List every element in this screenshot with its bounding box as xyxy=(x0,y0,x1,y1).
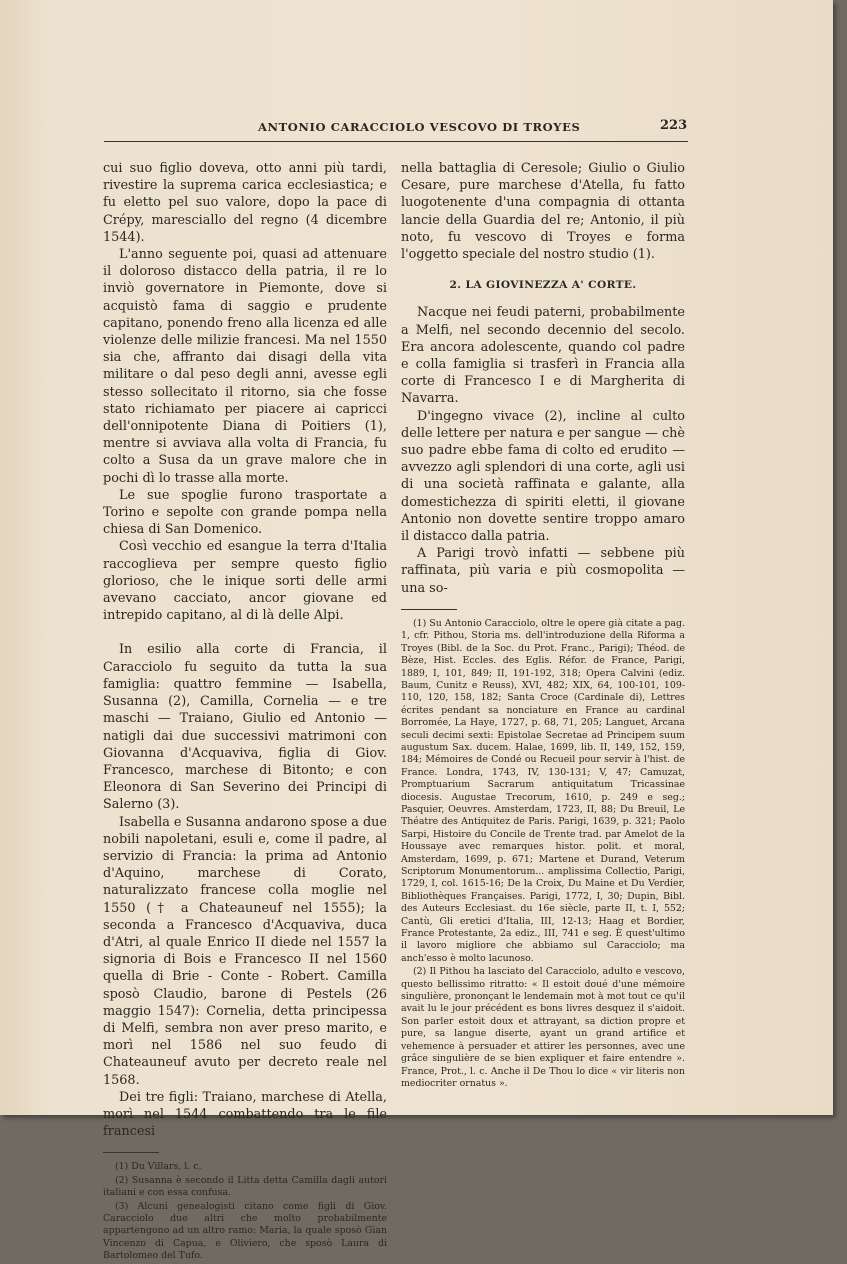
left-column xyxy=(103,160,387,1264)
body-paragraph: nella battaglia di Ceresole; Giulio o Giulio Cesare, pure marchese d'Atella, fu fatto luogotenente d'una compagnia di ottanta lancie della Guardia del re; Antonio, il più noto, fu vescovo di Troyes e forma l'oggetto speciale del nostro studio (1). xyxy=(401,161,685,263)
footnote: (2) Il Pithou ha lasciato del Caracciolo, adulto e vescovo, questo bellissimo ritratto: « Il estoit doué d'une mémoire singulière, prononçant le lendemain mot à mot tout ce qu'il avait lu le jour précédent es bons livres desquez il s'aidoit. Son parler estoit doux et attrayant, sa diction propre et pure, sa langue diserte, ayant un grand artifice et vehemence à persuader et attirer les personnes, avec une grâce singulière de se bien expliquer et faire entendre ». France, Prot., l. c. Anche il De Thou lo dice « vir literis non mediocriter ornatus ». xyxy=(401,966,685,1089)
footnote: (3) Alcuni genealogisti citano come figli di Giov. Caracciolo due altri che molto probabilmente appartengono ad un altro ramo: Maria, la quale sposò Gian Vincenzo di Capua, e Oliviero, che sposò Laura di Bartolomeo del Tufo. xyxy=(103,1200,387,1262)
right-column xyxy=(401,160,685,1091)
header-rule xyxy=(104,141,688,142)
body-paragraph: L'anno seguente poi, quasi ad attenuare il doloroso distacco della patria, il re lo inviò governatore in Piemonte, dove si acquistò fama di saggio e prudente capitano, ponendo freno alla licenza ed alle violenze delle milizie francesi. Ma nel 1550 sia che, affranto dai disagi della vita militare o dal peso degli anni, avesse egli stesso sollecitato il ritorno, sia che fosse stato richiamato per piacere ai capricci dell'onnipotente Diana di Poitiers (1), mentre si avviava alla volta di Francia, fu colto a Susa da un grave malore che in pochi dì lo trasse alla morte. xyxy=(103,247,387,486)
footnote: (1) Su Antonio Caracciolo, oltre le opere già citate a pag. 1, cfr. Pithou, Storia ms. dell'introduzione della Riforma a Troyes (Bibl. de la Soc. du Prot. Franc., Parigi); Théod. de Bèze, Hist. Eccles. des Eglis. Réfor. de France, Parigi, 1889, I, 101, 849; II, 191-192, 318; Opera Calvini (ediz. Baum, Cunitz e Reuss), XVI, 482; XIX, 64, 100-101, 109-110, 120, 158, 182; Santa Croce (Cardinale di), Lettres écrites pendant sa nonciature en France au cardinal Borromée, La Haye, 1727, p. 68, 71, 205; Languet, Arcana seculi decimi sexti: Epistolae Secretae ad Principem suum augustum Sax. ducem. Halae, 1699, lib. II, 149, 152, 159, 184; Mémoires de Condé ou Recueil pour servir à l'hist. de France. Londra, 1743, IV, 130-131; V, 47; Camuzat, Promptuarium Sacrarum antiquitatum Tricassinae diocesis. Augustae Trecorum, 1610, p. 249 e seg.; Pasquier, Oeuvres. Amsterdam, 1723, II, 88; Du Breuil, Le Théatre des Antiquitez de Paris. Parigi, 1639, p. 321; Paolo Sarpi, Histoire du Concile de Trente trad. par Amelot de la Houssaye avec remarques histor. polit. et moral, Amsterdam, 1699, p. 671; Martene et Durand, Veterum Scriptorum Monumentorum... amplissima Collectio, Parigi, 1729, I, col. 1615-16; De la Croix, Du Maine et Du Verdier, Bibliothèques Françaises. Parigi, 1772, I, 30; Dupin, Bibl. des Auteurs Ecclesiast. du 16e siècle, parte II, t. I, 552; Cantù, Gli eretici d'Italia, III, 12-13; Haag et Bordier, France Protestante, 2a ediz., III, 741 e seg. È quest'ultimo il lavoro migliore che abbiamo sul Caracciolo; ma anch'esso è molto lacunoso. xyxy=(401,617,685,964)
body-paragraph: In esilio alla corte di Francia, il Caracciolo fu seguito da tutta la sua famiglia: quattro femmine — Isabella, Susanna (2), Camilla, Cornelia — e tre maschi — Traiano, Giulio ed Antonio — natigli dai due successivi matrimoni con Giovanna d'Acquaviva, figlia di Giov. Francesco, marchese di Bitonto; e con Eleonora di San Severino dei Principi di Salerno (3). xyxy=(103,642,387,813)
body-paragraph: Così vecchio ed esangue la terra d'Italia raccoglieva per sempre questo figlio glorioso, che le inique sorti delle armi avevano cacciato, ancor giovane ed intrepido capitano, al di là delle Alpi. xyxy=(103,539,387,624)
section-title: 2. LA GIOVINEZZA A' CORTE. xyxy=(449,279,637,292)
body-paragraph: Dei tre figli: Traiano, marchese di Atella, morì nel 1544 combattendo tra le file francesi xyxy=(103,1089,387,1140)
body-paragraph: cui suo figlio doveva, otto anni più tardi, rivestire la suprema carica ecclesiastica; e fu eletto pel suo valore, dopo la pace di Crépy, maresciallo del regno (4 dicembre 1544). xyxy=(103,161,387,245)
body-paragraph: Nacque nei feudi paterni, probabilmente a Melfi, nel secondo decennio del secolo. Era ancora adolescente, quando col padre e colla famiglia si trasferì in Francia alla corte di Francesco I e di Margherita di Navarra. xyxy=(401,305,685,407)
running-title: ANTONIO CARACCIOLO VESCOVO DI TROYES xyxy=(258,120,581,134)
body-paragraph: D'ingegno vivace (2), incline al culto delle lettere per natura e per sangue — chè suo padre ebbe fama di colto ed erudito — avvezzo agli splendori di una corte, agli usi di una società raffinata e galante, alla domestichezza di spiriti eletti, il giovane Antonio non dovette sentire troppo amaro il distacco dalla patria. xyxy=(401,408,685,545)
footnote: (2) Susanna è secondo il Litta detta Camilla dagli autori italiani e con essa confusa. xyxy=(103,1174,387,1199)
body-paragraph: Le sue spoglie furono trasportate a Torino e sepolte con grande pompa nella chiesa di San Domenico. xyxy=(103,487,387,538)
footnote: (1) Du Villars, l. c. xyxy=(115,1161,202,1173)
footnotes-right xyxy=(401,618,685,1090)
page-number: 223 xyxy=(660,118,688,133)
footnote-rule xyxy=(401,609,457,610)
body-paragraph: A Parigi trovò infatti — sebbene più raffinata, più varia e più cosmopolita — una so- xyxy=(401,546,685,596)
body-paragraph: Isabella e Susanna andarono spose a due nobili napoletani, esuli e, come il padre, al servizio di Francia: la prima ad Antonio d'Aquino, marchese di Corato, naturalizzato francese colla moglie nel 1550 († a Chateauneuf nel 1555); la seconda a Francesco d'Acquaviva, duca d'Atri, al quale Enrico II diede nel 1557 la signoria di Bois e Francesco II nel 1560 quella di Brie - Conte - Robert. Camilla sposò Claudio, barone di Pestels (26 maggio 1547): Cornelia, detta principessa di Melfi, sembra non aver preso marito, e morì nel 1586 nel suo feudo di Chateauneuf avuto per decreto reale nel 1568. xyxy=(103,814,387,1088)
footnote-rule xyxy=(103,1152,159,1153)
footnotes-left xyxy=(103,1161,387,1262)
